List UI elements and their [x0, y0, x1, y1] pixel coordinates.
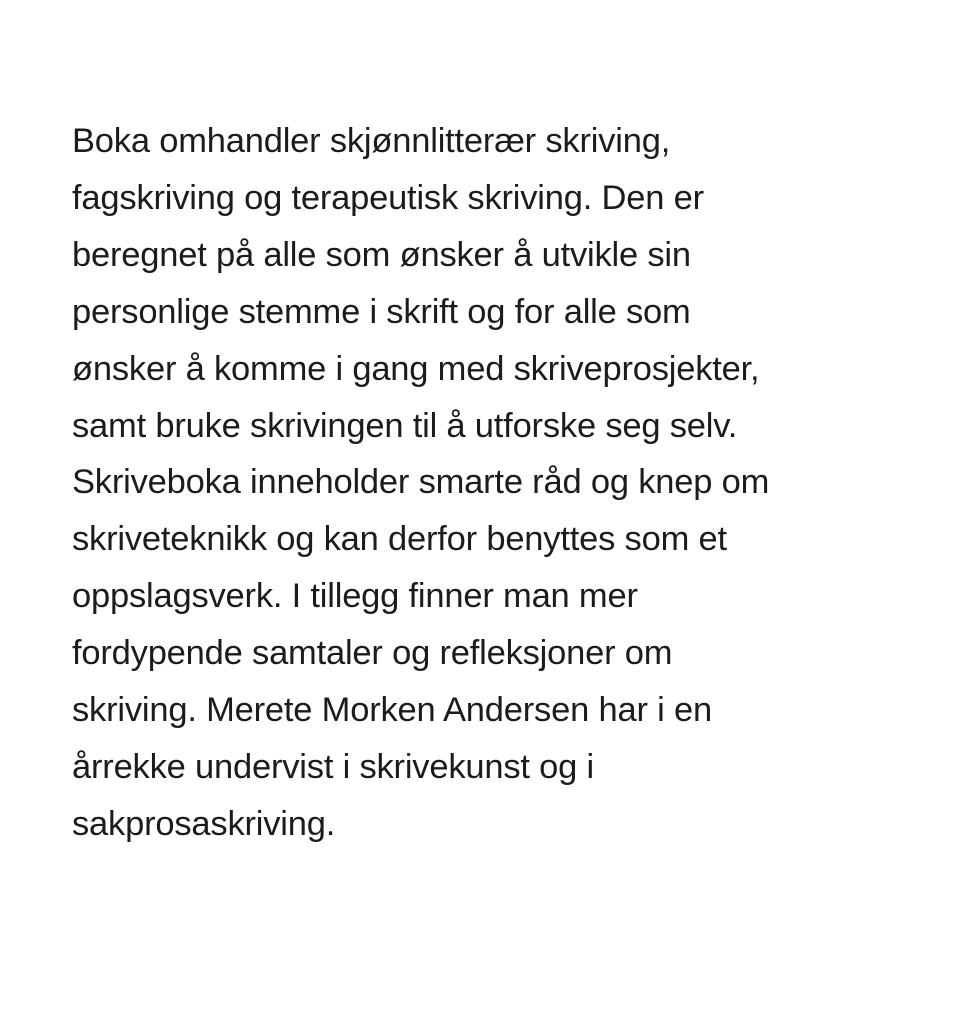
description-line: Skriveboka inneholder smarte råd og knep om [72, 463, 770, 502]
description-line: skriving. Merete Morken Andersen har i en [72, 691, 712, 730]
description-line: samt bruke skrivingen til å utforske seg selv. [72, 406, 738, 445]
description-line: fagskriving og terapeutisk skriving. Den er [72, 178, 704, 217]
description-line: sakprosaskriving. [72, 804, 336, 843]
description-line: Boka omhandler skjønnlitterær skriving, [72, 122, 671, 160]
description-line: skriveteknikk og kan derfor benyttes som et [72, 520, 727, 559]
book-description [72, 113, 932, 853]
description-line: fordypende samtaler og refleksjoner om [72, 634, 673, 673]
description-line: årrekke undervist i skrivekunst og i [72, 747, 595, 786]
description-line: personlige stemme i skrift og for alle som [72, 292, 691, 331]
description-line: ønsker å komme i gang med skriveprosjekter, [72, 349, 760, 388]
description-line: beregnet på alle som ønsker å utvikle sin [72, 235, 691, 274]
description-line: oppslagsverk. I tillegg finner man mer [72, 577, 638, 616]
